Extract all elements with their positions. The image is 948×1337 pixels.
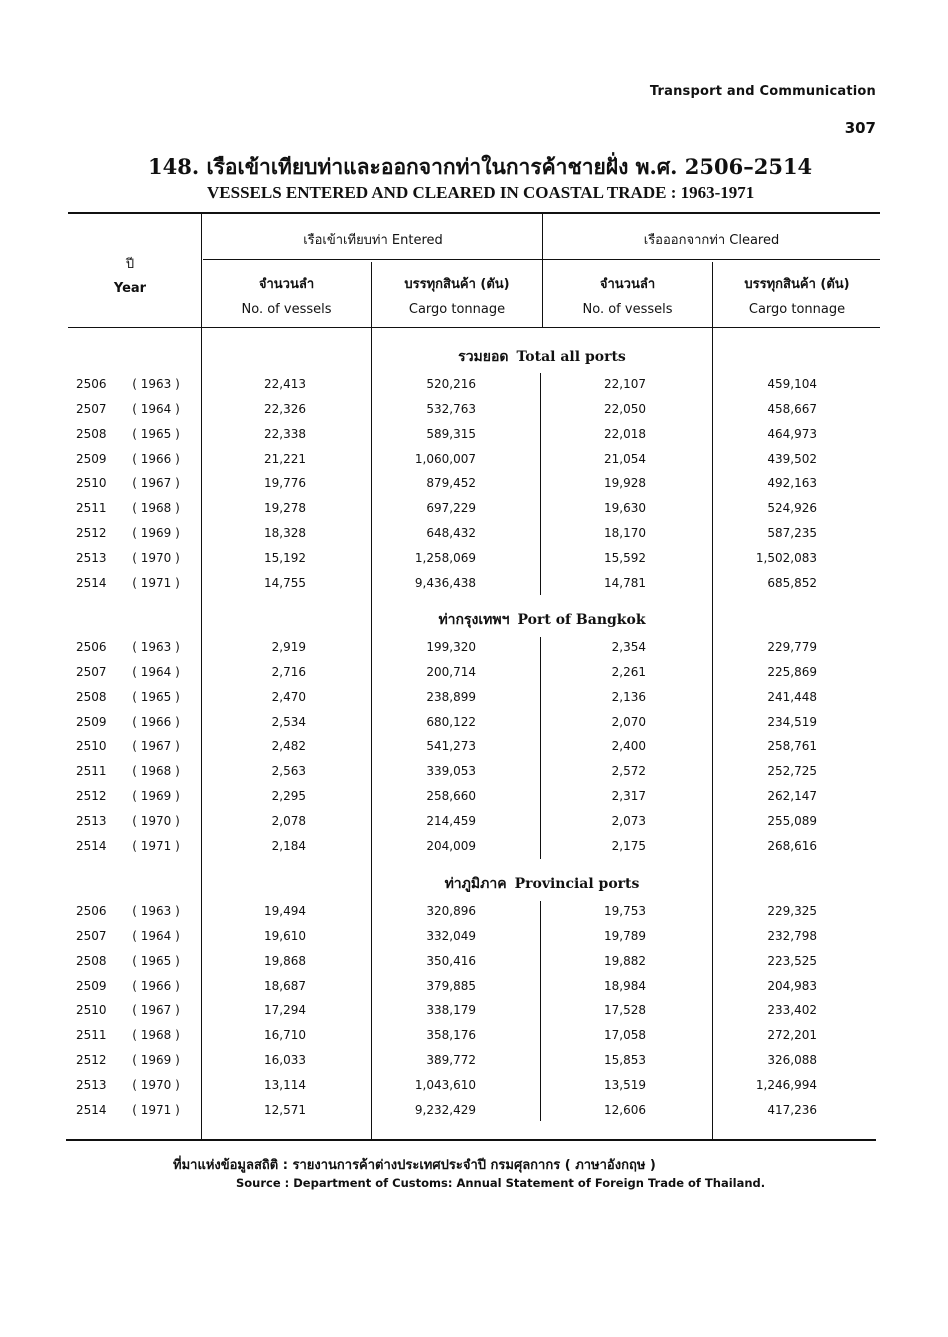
section-title-english: Port of Bangkok [517, 612, 646, 628]
entered-vessels-value: 2,078 [271, 814, 306, 828]
year-buddhist-era: 2512 [76, 526, 107, 541]
entered-vessels-value: 2,534 [271, 714, 306, 729]
entered-vessels-value: 19,610 [264, 928, 306, 943]
entered-vessels-value: 14,755 [264, 575, 306, 590]
cleared-vessels-value: 18,984 [604, 978, 646, 993]
entered-cargo-value: 320,896 [426, 904, 476, 918]
cleared-cargo-header-thai: บรรทุกสินค้า (ตัน) [744, 277, 850, 292]
cleared-cargo-value: 252,725 [767, 764, 817, 779]
table-row [0, 501, 948, 525]
cleared-vessels-header-english: No. of vessels [582, 302, 673, 317]
entered-vessels-value: 2,184 [271, 838, 306, 853]
entered-cargo-value: 332,049 [426, 928, 476, 943]
page-number: 307 [844, 119, 876, 137]
year-gregorian: ( 1964 ) [132, 401, 180, 416]
source-note-english: Source : Department of Customs: Annual Statement of Foreign Trade of Thailand. [236, 1176, 766, 1190]
cleared-vessels-value: 14,781 [604, 575, 646, 590]
entered-cargo-value: 214,459 [426, 814, 476, 828]
cleared-cargo-value: 326,088 [767, 1053, 817, 1068]
entered-vessels-header-thai: จำนวนลำ [258, 277, 315, 292]
cleared-cargo-value: 234,519 [767, 714, 817, 729]
entered-cargo-value: 879,452 [426, 476, 476, 491]
cleared-vessels-value: 17,058 [604, 1028, 646, 1043]
year-buddhist-era: 2514 [76, 575, 107, 590]
section-title-english: Total all ports [516, 349, 626, 365]
cleared-cargo-value: 255,089 [767, 814, 817, 828]
cleared-cargo-value: 417,236 [767, 1102, 817, 1117]
cleared-cargo-value: 587,235 [767, 526, 817, 541]
year-buddhist-era: 2512 [76, 1053, 107, 1068]
year-buddhist-era: 2509 [76, 978, 107, 993]
entered-cargo-value: 697,229 [426, 501, 476, 516]
entered-vessels-value: 17,294 [264, 1003, 306, 1018]
section-title-thai: ท่าภูมิภาค [444, 876, 507, 892]
year-buddhist-era: 2511 [76, 1028, 107, 1043]
table-row [0, 979, 948, 1003]
year-buddhist-era: 2509 [76, 714, 107, 729]
year-gregorian: ( 1967 ) [132, 476, 180, 491]
year-buddhist-era: 2510 [76, 1003, 107, 1018]
year-buddhist-era: 2510 [76, 739, 107, 754]
entered-vessels-value: 2,716 [271, 664, 306, 679]
header-bottom-rule [68, 327, 880, 328]
year-buddhist-era: 2506 [76, 640, 107, 654]
cleared-vessels-value: 21,054 [604, 451, 646, 466]
cleared-vessels-value: 19,753 [604, 904, 646, 918]
table-row [0, 377, 948, 401]
entered-header: เรือเข้าเทียบท่า Entered [303, 233, 443, 248]
year-buddhist-era: 2514 [76, 1102, 107, 1117]
entered-vessels-value: 15,192 [264, 551, 306, 565]
entered-cargo-value: 648,432 [426, 526, 476, 541]
top-rule [68, 212, 880, 214]
year-buddhist-era: 2513 [76, 814, 107, 828]
cleared-cargo-value: 524,926 [767, 501, 817, 516]
year-gregorian: ( 1971 ) [132, 1102, 180, 1117]
entered-vessels-value: 2,919 [271, 640, 306, 654]
cleared-vessels-value: 2,317 [611, 789, 646, 804]
year-gregorian: ( 1964 ) [132, 928, 180, 943]
cleared-vessels-value: 19,789 [604, 928, 646, 943]
table-title-thai: 148. เรือเข้าเทียบท่าและออกจากท่าในการค้าชายฝั่ง พ.ศ. 2506–2514 [148, 154, 813, 179]
entered-cargo-value: 532,763 [426, 401, 476, 416]
entered-cargo-value: 199,320 [426, 640, 476, 654]
year-buddhist-era: 2513 [76, 1078, 107, 1092]
cleared-vessels-value: 2,175 [611, 838, 646, 853]
cleared-vessels-header-thai: จำนวนลำ [599, 277, 656, 292]
cleared-vessels-value: 2,261 [611, 664, 646, 679]
section-title [372, 609, 712, 631]
entered-cargo-value: 680,122 [426, 714, 476, 729]
cleared-cargo-header-english: Cargo tonnage [748, 302, 846, 317]
table-row [0, 665, 948, 689]
cleared-cargo-value: 204,983 [767, 978, 817, 993]
cleared-vessels-value: 19,882 [604, 953, 646, 968]
entered-vessels-value: 18,328 [264, 526, 306, 541]
year-gregorian: ( 1963 ) [132, 640, 180, 654]
year-gregorian: ( 1971 ) [132, 838, 180, 853]
entered-cargo-value: 339,053 [426, 764, 476, 779]
entered-cargo-value: 9,232,429 [414, 1102, 476, 1117]
entered-cargo-value: 9,436,438 [414, 575, 476, 590]
entered-cargo-value: 350,416 [426, 953, 476, 968]
year-gregorian: ( 1963 ) [132, 904, 180, 918]
table-row [0, 954, 948, 978]
cleared-cargo-value: 223,525 [767, 953, 817, 968]
entered-cargo-value: 200,714 [426, 664, 476, 679]
entered-cargo-value: 541,273 [426, 739, 476, 754]
entered-cargo-value: 358,176 [426, 1028, 476, 1043]
entered-vessels-value: 22,413 [264, 377, 306, 391]
year-gregorian: ( 1966 ) [132, 978, 180, 993]
cleared-cargo-value: 232,798 [767, 928, 817, 943]
cleared-vessels-value: 22,018 [604, 426, 646, 441]
year-gregorian: ( 1968 ) [132, 501, 180, 516]
year-gregorian: ( 1963 ) [132, 377, 180, 391]
table-row [0, 1053, 948, 1077]
year-gregorian: ( 1965 ) [132, 426, 180, 441]
table-row [0, 715, 948, 739]
section-title-english: Provincial ports [514, 876, 640, 892]
table-row [0, 764, 948, 788]
section-title [372, 346, 712, 368]
entered-vessels-value: 2,295 [271, 789, 306, 804]
entered-vessels-value: 19,868 [264, 953, 306, 968]
entered-cargo-header-thai: บรรทุกสินค้า (ตัน) [404, 277, 510, 292]
entered-cargo-value: 1,258,069 [414, 551, 476, 565]
cleared-cargo-value: 685,852 [767, 575, 817, 590]
table-row [0, 789, 948, 813]
year-gregorian: ( 1967 ) [132, 739, 180, 754]
entered-vessels-value: 2,563 [271, 764, 306, 779]
cleared-cargo-value: 225,869 [767, 664, 817, 679]
table-row [0, 1078, 948, 1102]
entered-vessels-value: 2,482 [271, 739, 306, 754]
table-row [0, 576, 948, 600]
table-row [0, 1028, 948, 1052]
cleared-vessels-value: 19,928 [604, 476, 646, 491]
source-note-thai: ที่มาแห่งข้อมูลสถิติ : รายงานการค้าต่างประเทศประจำปี กรมศุลกากร ( ภาษาอังกฤษ ) [173, 1158, 656, 1173]
cleared-header: เรือออกจากท่า Cleared [643, 233, 780, 248]
table-row [0, 476, 948, 500]
entered-vessels-value: 16,033 [264, 1053, 306, 1068]
cleared-vessels-value: 22,107 [604, 377, 646, 391]
cleared-vessels-value: 22,050 [604, 401, 646, 416]
year-buddhist-era: 2514 [76, 838, 107, 853]
year-gregorian: ( 1965 ) [132, 689, 180, 704]
table-row [0, 690, 948, 714]
table-row [0, 839, 948, 863]
cleared-cargo-value: 258,761 [767, 739, 817, 754]
year-buddhist-era: 2509 [76, 451, 107, 466]
cleared-vessels-value: 18,170 [604, 526, 646, 541]
entered-cargo-value: 1,043,610 [414, 1078, 476, 1092]
table-row [0, 929, 948, 953]
entered-vessels-value: 19,278 [264, 501, 306, 516]
year-buddhist-era: 2511 [76, 764, 107, 779]
table-row [0, 1003, 948, 1027]
entered-cargo-value: 238,899 [426, 689, 476, 704]
year-buddhist-era: 2507 [76, 928, 107, 943]
bottom-rule [66, 1139, 876, 1141]
cleared-vessels-value: 13,519 [604, 1078, 646, 1092]
cleared-cargo-value: 439,502 [767, 451, 817, 466]
entered-vessels-value: 2,470 [271, 689, 306, 704]
year-gregorian: ( 1966 ) [132, 451, 180, 466]
entered-vessels-value: 19,494 [264, 904, 306, 918]
year-buddhist-era: 2507 [76, 401, 107, 416]
cleared-cargo-value: 1,502,083 [755, 551, 817, 565]
year-buddhist-era: 2508 [76, 953, 107, 968]
running-head: Transport and Communication [649, 84, 876, 99]
entered-vessels-value: 13,114 [264, 1078, 306, 1092]
table-row [0, 640, 948, 664]
year-gregorian: ( 1969 ) [132, 526, 180, 541]
year-gregorian: ( 1970 ) [132, 551, 180, 565]
table-row [0, 526, 948, 550]
table-row [0, 904, 948, 928]
year-header-english: Year [113, 281, 147, 296]
entered-cargo-value: 258,660 [426, 789, 476, 804]
cleared-cargo-value: 464,973 [767, 426, 817, 441]
cleared-cargo-value: 272,201 [767, 1028, 817, 1043]
section-title [372, 873, 712, 895]
year-buddhist-era: 2508 [76, 426, 107, 441]
entered-vessels-header-english: No. of vessels [241, 302, 332, 317]
year-buddhist-era: 2508 [76, 689, 107, 704]
year-gregorian: ( 1970 ) [132, 1078, 180, 1092]
cleared-cargo-value: 262,147 [767, 789, 817, 804]
cleared-cargo-value: 268,616 [767, 838, 817, 853]
table-row [0, 402, 948, 426]
cleared-cargo-value: 233,402 [767, 1003, 817, 1018]
table-row [0, 551, 948, 575]
year-gregorian: ( 1967 ) [132, 1003, 180, 1018]
cleared-vessels-value: 2,354 [611, 640, 646, 654]
year-buddhist-era: 2507 [76, 664, 107, 679]
entered-cargo-value: 520,216 [426, 377, 476, 391]
year-gregorian: ( 1966 ) [132, 714, 180, 729]
entered-vessels-value: 21,221 [264, 451, 306, 466]
cleared-cargo-value: 1,246,994 [755, 1078, 817, 1092]
entered-cargo-value: 589,315 [426, 426, 476, 441]
cleared-vessels-value: 12,606 [604, 1102, 646, 1117]
section-title-thai: ท่ากรุงเทพฯ [438, 612, 510, 628]
entered-cargo-header-english: Cargo tonnage [408, 302, 506, 317]
entered-cargo-value: 389,772 [426, 1053, 476, 1068]
entered-cargo-value: 204,009 [426, 838, 476, 853]
cleared-vessels-value: 15,853 [604, 1053, 646, 1068]
cleared-cargo-value: 241,448 [767, 689, 817, 704]
year-buddhist-era: 2510 [76, 476, 107, 491]
entered-vessels-value: 16,710 [264, 1028, 306, 1043]
year-header-thai: ปี [125, 257, 135, 272]
year-gregorian: ( 1965 ) [132, 953, 180, 968]
cleared-vessels-value: 2,070 [611, 714, 646, 729]
entered-vessels-value: 22,338 [264, 426, 306, 441]
table-row [0, 452, 948, 476]
cleared-vessels-value: 17,528 [604, 1003, 646, 1018]
cleared-cargo-value: 229,779 [767, 640, 817, 654]
year-buddhist-era: 2511 [76, 501, 107, 516]
entered-cleared-divider [542, 214, 543, 328]
cleared-vessels-value: 2,073 [611, 814, 646, 828]
entered-cargo-value: 379,885 [426, 978, 476, 993]
cleared-cargo-value: 229,325 [767, 904, 817, 918]
table-row [0, 427, 948, 451]
cleared-cargo-value: 492,163 [767, 476, 817, 491]
year-gregorian: ( 1969 ) [132, 789, 180, 804]
entered-vessels-value: 12,571 [264, 1102, 306, 1117]
year-gregorian: ( 1968 ) [132, 1028, 180, 1043]
entered-cargo-value: 338,179 [426, 1003, 476, 1018]
cleared-vessels-value: 2,136 [611, 689, 646, 704]
year-gregorian: ( 1970 ) [132, 814, 180, 828]
cleared-vessels-value: 19,630 [604, 501, 646, 516]
year-gregorian: ( 1964 ) [132, 664, 180, 679]
cleared-cargo-value: 459,104 [767, 377, 817, 391]
table-row [0, 1103, 948, 1127]
entered-cargo-value: 1,060,007 [414, 451, 476, 466]
table-title-english: VESSELS ENTERED AND CLEARED IN COASTAL TRADE : 1963-1971 [207, 183, 755, 202]
year-gregorian: ( 1969 ) [132, 1053, 180, 1068]
cleared-cargo-value: 458,667 [767, 401, 817, 416]
year-gregorian: ( 1971 ) [132, 575, 180, 590]
cleared-vessels-value: 15,592 [604, 551, 646, 565]
year-buddhist-era: 2513 [76, 551, 107, 565]
table-row [0, 814, 948, 838]
year-buddhist-era: 2506 [76, 377, 107, 391]
entered-vessels-value: 18,687 [264, 978, 306, 993]
year-buddhist-era: 2512 [76, 789, 107, 804]
section-title-thai: รวมยอด [458, 349, 509, 365]
year-buddhist-era: 2506 [76, 904, 107, 918]
entered-vessels-value: 22,326 [264, 401, 306, 416]
cleared-vessels-value: 2,572 [611, 764, 646, 779]
table-row [0, 739, 948, 763]
year-gregorian: ( 1968 ) [132, 764, 180, 779]
entered-vessels-value: 19,776 [264, 476, 306, 491]
cleared-vessels-value: 2,400 [611, 739, 646, 754]
